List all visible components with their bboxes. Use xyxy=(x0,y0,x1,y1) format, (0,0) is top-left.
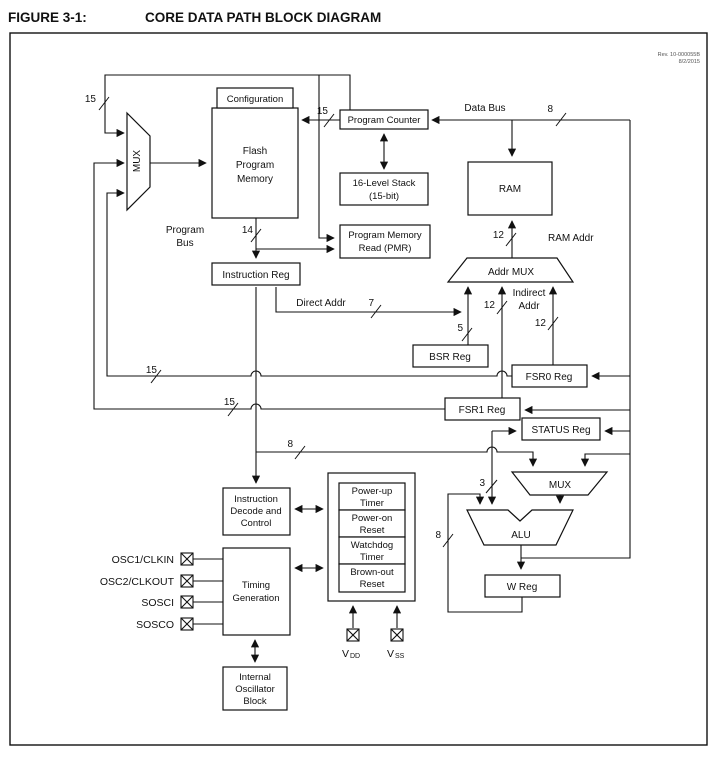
sosco-label: SOSCO xyxy=(136,619,174,631)
addr-mux-block xyxy=(448,258,573,282)
wire-pc-to-pmr xyxy=(316,75,334,238)
bus-width-w-feedback: 8 xyxy=(435,530,441,541)
configuration-label: Configuration xyxy=(226,94,284,105)
right-mux-label: MUX xyxy=(548,480,572,491)
bus-width-fsr1-bus: 15 xyxy=(223,397,235,408)
data-bus-label: Data Bus xyxy=(464,103,506,114)
figure-title: CORE DATA PATH BLOCK DIAGRAM xyxy=(145,10,382,25)
flash-label-1: Flash xyxy=(242,146,268,157)
bus-width-pc-flash: 15 xyxy=(316,106,328,117)
power-up-timer-label-1: Power-up xyxy=(351,486,393,497)
bsr-reg-block xyxy=(413,345,488,367)
w-reg-block xyxy=(485,575,560,597)
instruction-decode-block xyxy=(223,488,290,535)
revision-code: Rev. 10-000055B xyxy=(657,52,700,58)
bus-width-data-bus: 8 xyxy=(547,104,553,115)
program-bus-label-2: Bus xyxy=(176,238,194,249)
pmr-label-2: Read (PMR) xyxy=(358,243,412,254)
timing-generation-block xyxy=(223,548,290,635)
pmr-block xyxy=(340,225,430,258)
watchdog-timer-label-2: Timer xyxy=(360,552,384,563)
stack-label-2: (15-bit) xyxy=(368,191,400,202)
left-mux-label: MUX xyxy=(132,149,143,173)
timing-label-1: Timing xyxy=(241,580,271,591)
power-up-timer-label-2: Timer xyxy=(360,498,384,509)
bus-width-fsr0-up: 12 xyxy=(534,318,546,329)
watchdog-timer-label-1: Watchdog xyxy=(350,540,394,551)
pmr-label-1: Program Memory xyxy=(348,230,422,241)
bus-width-bsr: 5 xyxy=(457,323,463,334)
program-counter-block xyxy=(340,110,428,129)
ram-label: RAM xyxy=(498,184,522,195)
vss-label xyxy=(387,648,405,660)
alu-label: ALU xyxy=(511,530,531,541)
ram-block xyxy=(468,162,552,215)
osc2-label: OSC2/CLKOUT xyxy=(99,576,174,588)
vss-pin-icon xyxy=(391,629,403,641)
program-address-mux-block xyxy=(127,113,150,210)
reset-timers-block xyxy=(328,473,415,601)
internal-oscillator-block xyxy=(223,667,287,710)
int-osc-label-3: Block xyxy=(243,696,267,707)
bus-width-fsr1-up: 12 xyxy=(483,300,495,311)
indirect-addr-label-2: Addr xyxy=(518,301,540,312)
fsr0-reg-block xyxy=(512,365,587,387)
brown-out-reset-label-2: Reset xyxy=(359,579,385,590)
flash-label-2: Program xyxy=(235,160,275,171)
decode-label-1: Instruction xyxy=(234,494,278,505)
wire-dbus-to-mux xyxy=(585,454,630,466)
program-bus-label-1: Program xyxy=(165,225,205,236)
brown-out-reset-label-1: Brown-out xyxy=(350,567,394,578)
status-reg-block xyxy=(522,418,600,440)
bus-width-fsr0-bus: 15 xyxy=(145,365,157,376)
bsr-reg-label: BSR Reg xyxy=(429,352,471,363)
status-reg-label: STATUS Reg xyxy=(531,425,591,436)
timing-generation-box xyxy=(223,548,290,635)
power-on-reset-label-1: Power-on xyxy=(351,513,393,524)
int-osc-label-1: Internal xyxy=(239,672,271,683)
osc2-pin-icon xyxy=(181,575,193,587)
addr-mux-label: Addr MUX xyxy=(487,267,535,278)
fsr1-reg-label: FSR1 Reg xyxy=(458,405,506,416)
svg-text:DD: DD xyxy=(350,653,361,660)
figure-label: FIGURE 3-1: xyxy=(8,10,87,25)
svg-text:V: V xyxy=(342,648,350,660)
timing-label-2: Generation xyxy=(232,593,280,604)
vdd-label xyxy=(342,648,360,660)
int-osc-label-2: Oscillator xyxy=(235,684,275,695)
decode-label-2: Decode and xyxy=(230,506,282,517)
fsr0-reg-label: FSR0 Reg xyxy=(525,372,573,383)
fsr1-reg-block xyxy=(445,398,520,420)
direct-addr-label: Direct Addr xyxy=(296,298,346,309)
flash-program-memory-block xyxy=(212,88,298,218)
bus-width-direct: 7 xyxy=(368,298,374,309)
instruction-reg-block xyxy=(212,263,300,285)
stack-label-1: 16-Level Stack xyxy=(352,178,416,189)
indirect-addr-label-1: Indirect xyxy=(512,288,546,299)
flash-label-3: Memory xyxy=(236,174,274,185)
alu-block xyxy=(467,510,573,545)
power-on-reset-label-2: Reset xyxy=(359,525,385,536)
sosci-pin-icon xyxy=(181,596,193,608)
revision-date: 8/2/2015 xyxy=(678,59,700,65)
alu-input-mux-block xyxy=(512,472,607,495)
bus-width-ram-addr: 12 xyxy=(492,230,504,241)
ram-addr-label: RAM Addr xyxy=(548,233,594,244)
bus-width-pc-mux: 15 xyxy=(84,94,96,105)
stack-block xyxy=(340,173,428,205)
bus-width-flash-ir: 14 xyxy=(241,225,253,236)
program-counter-label: Program Counter xyxy=(347,115,421,126)
sosco-pin-icon xyxy=(181,618,193,630)
vdd-pin-icon xyxy=(347,629,359,641)
w-reg-label: W Reg xyxy=(506,582,538,593)
bus-width-ir-alu: 8 xyxy=(287,439,293,450)
instruction-reg-label: Instruction Reg xyxy=(222,270,290,281)
sosci-label: SOSCI xyxy=(141,597,174,609)
osc1-label: OSC1/CLKIN xyxy=(111,554,174,566)
bus-width-status-alu: 3 xyxy=(479,478,485,489)
decode-label-3: Control xyxy=(240,518,272,529)
svg-text:V: V xyxy=(387,648,395,660)
svg-text:SS: SS xyxy=(395,653,405,660)
osc1-pin-icon xyxy=(181,553,193,565)
